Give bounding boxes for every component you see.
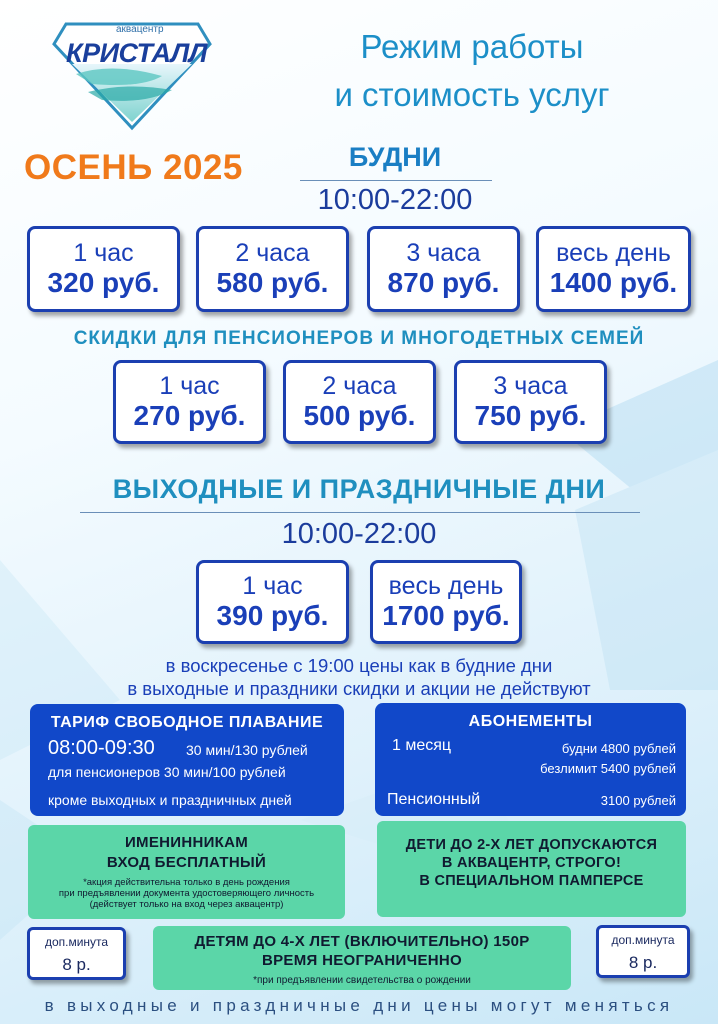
subscriptions-panel [375, 703, 686, 816]
note-no-discounts: в выходные и праздники скидки и акции не действуют [127, 678, 591, 699]
children-4-line1: ДЕТЯМ ДО 4-Х ЛЕТ (ВКЛЮЧИТЕЛЬНО) 150Р [194, 933, 530, 950]
duration-label: 2 часа [235, 239, 310, 267]
children-4-note: *при предъявлении свидетельства о рождении [253, 975, 471, 986]
divider [300, 180, 492, 181]
weekend-price-box [370, 560, 522, 644]
extra-minute-label: доп.минута [44, 935, 109, 949]
subscription-weekdays-price: будни 4800 рублей [561, 741, 676, 756]
weekday-price-box [196, 226, 349, 312]
extra-minute-price: 8 р. [62, 955, 91, 974]
discount-price-box [113, 360, 266, 444]
weekday-price-box [367, 226, 520, 312]
footer-note: в выходные и праздничные дни цены могут меняться [44, 996, 674, 1015]
subscription-pension-label: Пенсионный [387, 791, 481, 808]
children-2-line1: ДЕТИ ДО 2-Х ЛЕТ ДОПУСКАЮТСЯ [405, 837, 658, 853]
subscription-pension-price: 3100 рублей [600, 793, 676, 808]
children-4-line2: ВРЕМЯ НЕОГРАНИЧЕННО [261, 952, 462, 969]
children-2-line2: В АКВАЦЕНТР, СТРОГО! [441, 855, 622, 871]
free-swim-time: 08:00-09:30 [48, 737, 155, 759]
subscriptions-heading: АБОНЕМЕНТЫ [468, 713, 593, 730]
extra-minute-box-right [596, 925, 690, 978]
extra-minute-box-left [27, 927, 126, 980]
free-swim-heading: ТАРИФ СВОБОДНОЕ ПЛАВАНИЕ [50, 714, 324, 731]
crystal-logo-icon [52, 18, 212, 133]
price-value: 320 руб. [47, 267, 160, 298]
logo-name: КРИСТАЛЛ [66, 38, 207, 68]
duration-label: 3 часа [406, 239, 481, 267]
weekday-price-box [536, 226, 691, 312]
duration-label: 3 часа [493, 372, 568, 400]
children-under-2-panel [377, 821, 686, 917]
weekends-heading: ВЫХОДНЫЕ И ПРАЗДНИЧНЫЕ ДНИ [112, 474, 606, 504]
free-swim-except: кроме выходных и праздничных дней [48, 792, 292, 808]
season-label: ОСЕНЬ 2025 [24, 148, 243, 187]
birthday-panel [28, 825, 345, 919]
note-sunday: в воскресенье с 19:00 цены как в будние дни [165, 655, 553, 676]
free-swim-pensioners: для пенсионеров 30 мин/100 рублей [48, 764, 286, 780]
price-value: 390 руб. [216, 600, 329, 631]
duration-label: 1 час [242, 572, 303, 600]
weekends-hours: 10:00-22:00 [281, 518, 437, 550]
price-value: 750 руб. [474, 400, 587, 431]
discount-price-box [283, 360, 436, 444]
logo [52, 18, 212, 133]
divider [80, 512, 640, 513]
price-value: 1400 руб. [549, 267, 678, 298]
price-value: 270 руб. [133, 400, 246, 431]
free-swim-price: 30 мин/130 рублей [186, 742, 308, 758]
duration-label: весь день [388, 572, 504, 600]
price-value: 500 руб. [303, 400, 416, 431]
duration-label: 1 час [73, 239, 134, 267]
page-title-line1: Режим работы [360, 28, 584, 65]
weekday-price-box [27, 226, 180, 312]
duration-label: 2 часа [322, 372, 397, 400]
birthday-line2: ВХОД БЕСПЛАТНЫЙ [106, 854, 267, 871]
page-title-line2: и стоимость услуг [334, 76, 610, 113]
duration-label: 1 час [159, 372, 220, 400]
birthday-note2: при предъявлении документа удостоверяющего личность [58, 888, 315, 899]
subscription-month-label: 1 месяц [392, 737, 452, 754]
subscription-unlimited-price: безлимит 5400 рублей [540, 761, 676, 776]
weekdays-hours: 10:00-22:00 [317, 184, 473, 216]
birthday-line1: ИМЕНИННИКАМ [124, 834, 249, 851]
price-value: 870 руб. [387, 267, 500, 298]
weekend-price-box [196, 560, 349, 644]
free-swim-panel [30, 704, 344, 816]
discount-price-box [454, 360, 607, 444]
logo-subtitle: аквацентр [116, 24, 164, 35]
weekdays-heading: БУДНИ [348, 142, 442, 172]
price-value: 580 руб. [216, 267, 329, 298]
birthday-note3: (действует только на вход через аквацентр) [89, 899, 284, 910]
extra-minute-price: 8 р. [628, 953, 658, 972]
children-under-4-panel [153, 926, 571, 990]
children-2-line3: В СПЕЦИАЛЬНОМ ПАМПЕРСЕ [419, 873, 644, 889]
price-value: 1700 руб. [382, 600, 510, 631]
discounts-heading: СКИДКИ ДЛЯ ПЕНСИОНЕРОВ И МНОГОДЕТНЫХ СЕМЕЙ [73, 328, 645, 349]
birthday-note1: *акция действительна только в день рождения [83, 877, 290, 888]
duration-label: весь день [556, 239, 671, 267]
extra-minute-label: доп.минута [611, 933, 675, 947]
